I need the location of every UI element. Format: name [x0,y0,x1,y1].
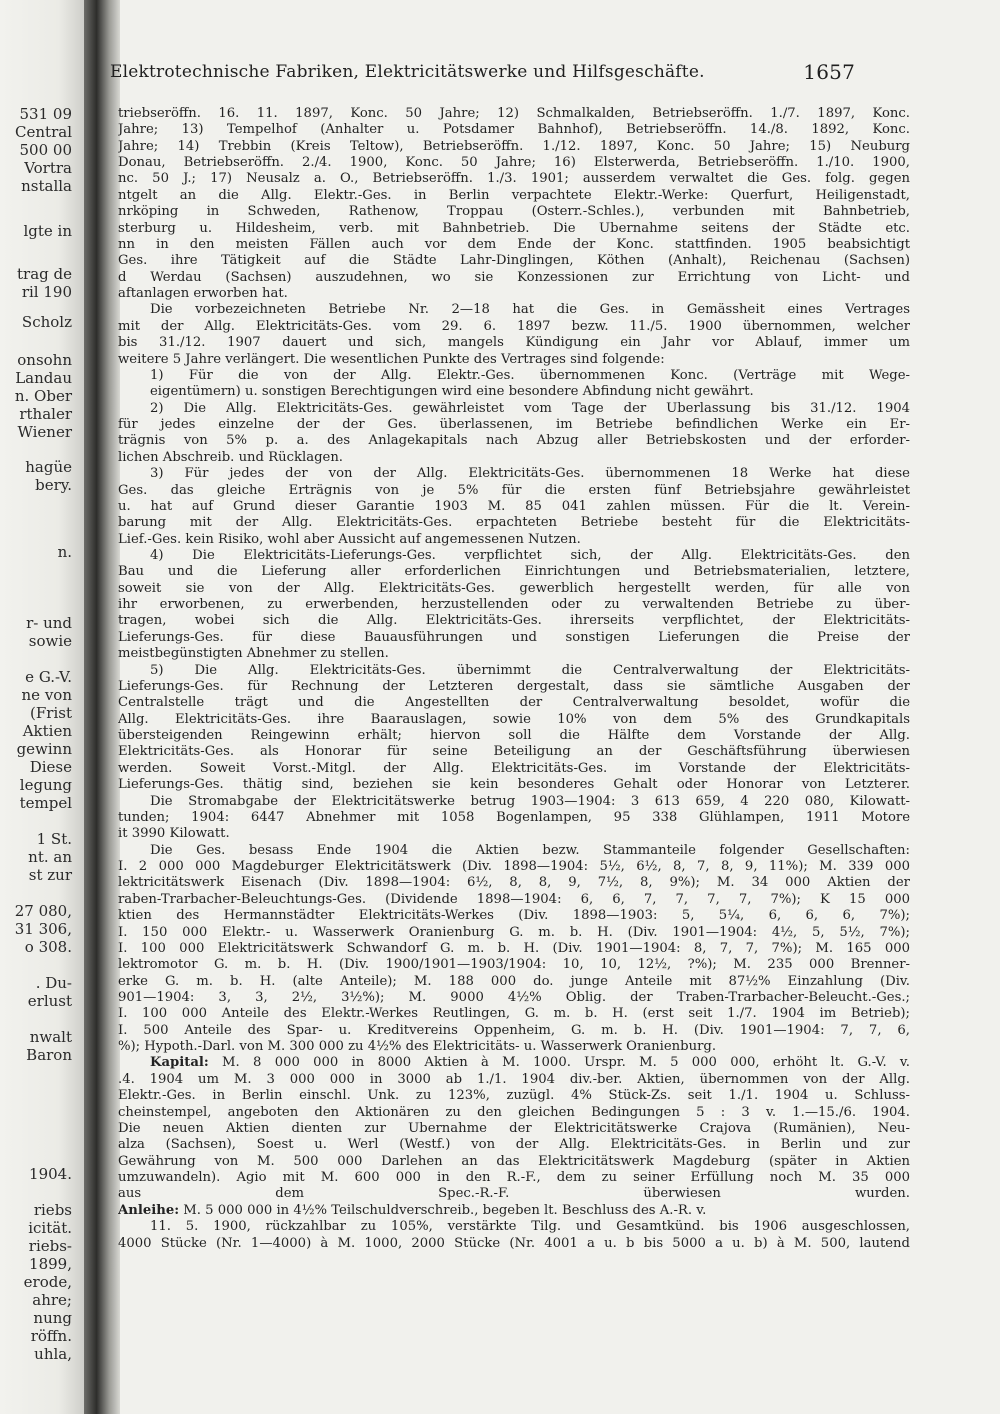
text-line: übersteigenden Reingewinn erhält; hiervon soll die Hälfte dem Vorstande der Allg. [118,728,910,743]
text-line: Die neuen Aktien dienten zur Übernahme der Elektricitätswerke Crajova (Rumänien), Neu- [118,1121,910,1136]
text-line: Jahre; 13) Tempelhof (Anhalter u. Potsdamer Bahnhof), Betriebseröffn. 14./8. 1892, Konc. [118,122,910,137]
text-line: Donau, Betriebseröffn. 2./4. 1900, Konc. 50 Jahre; 16) Elsterwerda, Betriebseröffn. 1./10. 1900, [118,155,910,170]
prev-page-fragment: nwalt [29,1028,72,1046]
prev-page-fragment: uhla, [34,1345,72,1363]
prev-page-fragment: ahre; [32,1291,72,1309]
text-line: Die Stromabgabe der Elektricitätswerke betrug 1903—1904: 3 613 659, 4 220 080, Kilowatt- [150,794,910,809]
text-line: raben-Trarbacher-Beleuchtungs-Ges. (Dividende 1898—1904: 6, 6, 7, 7, 7, 7, 7%); K 15 000 [118,892,910,907]
prev-page-fragment: n. [57,543,72,561]
prev-page-fragment: icität. [28,1219,72,1237]
text-line: ihr erworbenen, zu erwerbenden, herzustellenden oder zu verwaltenden Betriebe zu über- [118,597,910,612]
section-keyword: Anleihe: [118,1203,180,1218]
prev-page-fragment: Landau [15,369,72,387]
text-line: 2) Die Allg. Elektricitäts-Ges. gewährleistet vom Tage der Überlassung bis 31./12. 1904 [150,401,910,416]
text-line: 901—1904: 3, 3, 2½, 3½%); M. 9000 4½% Oblig. der Traben-Trarbacher-Beleucht.-Ges.; [118,990,910,1005]
page-number: 1657 [803,60,855,84]
text-line: 11. 5. 1900, rückzahlbar zu 105%, verstärkte Tilg. und Gesamtkünd. bis 1906 ausgeschlossen, [150,1219,910,1234]
text-line: triebseröffn. 16. 11. 1897, Konc. 50 Jahre; 12) Schmalkalden, Betriebseröffn. 1./7. 1897, Konc. [118,106,910,121]
text-line: bis 31./12. 1907 dauert und sich, mangels Kündigung ein Jahr vor Ablauf, immer um [118,335,910,350]
text-line: tunden; 1904: 6447 Abnehmer mit 1058 Bogenlampen, 95 338 Glühlampen, 1911 Motore [118,810,910,825]
previous-page-margin [0,0,84,1414]
prev-page-fragment: Wiener [17,423,72,441]
text-line: it 3990 Kilowatt. [118,826,230,841]
text-line: I. 2 000 000 Magdeburger Elektricitätswerk (Div. 1898—1904: 5½, 6½, 8, 7, 8, 9, 11%); M. 339 000 [118,859,910,874]
prev-page-fragment: tempel [19,794,72,812]
prev-page-fragment: r- und [26,614,72,632]
prev-page-fragment: erlust [27,992,72,1010]
text-line: alza (Sachsen), Soest u. Werl (Westf.) von der Allg. Elektricitäts-Ges. in Berlin und zur [118,1137,910,1152]
book-gutter [84,0,120,1414]
prev-page-fragment: sowie [28,632,72,650]
prev-page-fragment: st zur [28,866,72,884]
prev-page-fragment: o 308. [24,938,72,956]
prev-page-fragment: 31 306, [14,920,72,938]
prev-page-fragment: 1899, [29,1255,72,1273]
text-line: trägnis von 5% p. a. des Anlagekapitals nach Abzug aller Betriebskosten und der erforder- [118,433,910,448]
text-line: 3) Für jedes der von der Allg. Elektricitäts-Ges. übernommenen 18 Werke hat diese [150,466,910,481]
text-line: I. 100 000 Anteile des Elektr.-Werkes Reutlingen, G. m. b. H. (erst seit 1./7. 1904 im Betrieb); [118,1006,910,1021]
text-line: lichen Abschreib. und Rücklagen. [118,450,343,465]
text-line: Allg. Elektricitäts-Ges. ihre Baarauslagen, sowie 10% von dem 5% des Grundkapitals [118,712,910,727]
text-line: Elektr.-Ges. in Berlin einschl. Unk. zu 123%, zuzügl. 4% Stück-Zs. seit 1./1. 1904 u. Schluss- [118,1088,910,1103]
prev-page-fragment: legung [19,776,72,794]
prev-page-fragment: rthaler [19,405,72,423]
text-line: aus dem Spec.-R.-F. überwiesen wurden. [118,1186,910,1201]
text-line: Jahre; 14) Trebbin (Kreis Teltow), Betriebseröffn. 1./12. 1897, Konc. 50 Jahre; 15) Neuburg [118,139,910,154]
prev-page-fragment: hagüe [25,458,72,476]
text-line: Die vorbezeichneten Betriebe Nr. 2—18 hat die Ges. in Gemässheit eines Vertrages [150,302,910,317]
text-line: tragen, wobei sich die Allg. Elektricitäts-Ges. ihrerseits verpflichtet, der Elektricitäts- [118,613,910,628]
text-line: Lieferungs-Ges. für Rechnung der Letzteren dergestalt, dass sie sämtliche Ausgaben der [118,679,910,694]
prev-page-fragment: Scholz [21,313,72,331]
prev-page-fragment: 531 09 [19,105,72,123]
section-keyword: Kapital: [150,1055,209,1070]
prev-page-fragment: röffn. [30,1327,72,1345]
text-line: Ges. ihre Tätigkeit auf die Städte Lahr-Dinglingen, Köthen (Anhalt), Reichenau (Sachsen) [118,253,910,268]
text-line: lektromotor G. m. b. H. (Div. 1900/1901—1903/1904: 10, 10, 12½, ?%); M. 235 000 Brenner- [118,957,910,972]
prev-page-fragment: riebs [33,1201,72,1219]
text-line: u. hat auf Grund dieser Garantie 1903 M. 85 041 zahlen müssen. Für die lt. Verein- [118,499,910,514]
text-line: Lieferungs-Ges. thätig sind, beziehen sie kein besonderes Gehalt oder Honorar von Letzterer. [118,777,910,792]
prev-page-fragment: Aktien [22,722,72,740]
prev-page-fragment: n. Ober [14,387,72,405]
prev-page-fragment: Baron [26,1046,72,1064]
prev-page-fragment: trag de [17,265,72,283]
text-line: eigentümern) u. sonstigen Berechtigungen wird eine besondere Abfindung nicht gewährt. [150,384,754,399]
prev-page-fragment: lgte in [23,222,72,240]
text-line: mit der Allg. Elektricitäts-Ges. vom 29. 6. 1897 bezw. 11./5. 1900 übernommen, welcher [118,319,910,334]
text-line: aftanlagen erworben hat. [118,286,288,301]
prev-page-fragment: 1904. [29,1165,72,1183]
text-line: Anleihe: M. 5 000 000 in 4½% Teilschuldverschreib., begeben lt. Beschluss des A.-R. v. [118,1203,707,1218]
text-line: 5) Die Allg. Elektricitäts-Ges. übernimmt die Centralverwaltung der Elektricitäts- [150,663,910,678]
text-line: 4) Die Elektricitäts-Lieferungs-Ges. verpflichtet sich, der Allg. Elektricitäts-Ges. den [150,548,910,563]
prev-page-fragment: 1 St. [36,830,72,848]
text-line: .4. 1904 um M. 3 000 000 in 3000 ab 1./1. 1904 div.-ber. Aktien, übernommen von der Allg. [118,1072,910,1087]
text-line: lektricitätswerk Eisenach (Div. 1898—1904: 6½, 8, 8, 9, 7½, 8, 9%); M. 34 000 Aktien der [118,875,910,890]
text-line: für jedes einzelne der der Ges. überlassenen, im Betriebe befindlichen Werke ein Er- [118,417,910,432]
text-line: I. 100 000 Elektricitätswerk Schwandorf G. m. b. H. (Div. 1901—1904: 8, 7, 7, 7%); M. 165 000 [118,941,910,956]
text-line: cheinstempel, angeboten den Aktionären zu den gleichen Bedingungen 5 : 3 v. 1.—15./6. 1904. [118,1105,910,1120]
prev-page-fragment: ril 190 [21,283,72,301]
prev-page-fragment: Vortra [24,159,72,177]
prev-page-fragment: ne von [21,686,72,704]
text-line: 4000 Stücke (Nr. 1—4000) à M. 1000, 2000 Stücke (Nr. 4001 a u. b bis 5000 a u. b) à M. 500, lautend [118,1236,910,1251]
text-line: nn in den meisten Fällen auch vor dem Ende der Konc. stattfinden. 1905 beabsichtigt [118,237,910,252]
text-line: soweit sie von der Allg. Elektricitäts-Ges. gewerblich hergestellt werden, für alle von [118,581,910,596]
text-line: barung mit der Allg. Elektricitäts-Ges. erpachteten Betriebe besteht für die Elektricitäts- [118,515,910,530]
prev-page-fragment: bery. [35,476,72,494]
text-line: ktien des Hermannstädter Elektricitäts-Werkes (Div. 1898—1903: 5, 5¼, 6, 6, 6, 7%); [118,908,910,923]
text-line: Lief.-Ges. kein Risiko, wohl aber Aussicht auf angemessenen Nutzen. [118,532,581,547]
prev-page-fragment: . Du- [35,974,72,992]
text-line: sterburg u. Hildesheim, verb. mit Bahnbetrieb. Die Übernahme seitens der Städte etc. [118,221,910,236]
text-line: werden. Soweit Vorst.-Mitgl. der Allg. Elektricitäts-Ges. im Vorstande der Elektricitäts- [118,761,910,776]
text-line: Lieferungs-Ges. für diese Bauausführungen und sonstigen Lieferungen die Preise der [118,630,910,645]
text-line: I. 500 Anteile des Spar- u. Kreditvereins Oppenheim, G. m. b. H. (Div. 1901—1904: 7, 7, 6, [118,1023,910,1038]
prev-page-fragment: riebs- [28,1237,72,1255]
prev-page-fragment: 27 080, [14,902,72,920]
text-line: 1) Für die von der Allg. Elektr.-Ges. übernommenen Konc. (Verträge mit Wege- [150,368,910,383]
running-header [110,62,855,86]
text-line: Die Ges. besass Ende 1904 die Aktien bezw. Stammanteile folgender Gesellschaften: [150,843,910,858]
prev-page-fragment: gewinn [16,740,72,758]
prev-page-fragment: (Frist [30,704,72,722]
prev-page-fragment: nstalla [21,177,72,195]
prev-page-fragment: Central [15,123,72,141]
header-title: Elektrotechnische Fabriken, Elektricitätswerke und Hilfsgeschäfte. [110,62,705,82]
prev-page-fragment: nt. an [28,848,72,866]
text-line: erke G. m. b. H. (alte Anteile); M. 188 000 do. junge Anteile mit 87½% Einzahlung (Div. [118,974,910,989]
text-line: weitere 5 Jahre verlängert. Die wesentlichen Punkte des Vertrages sind folgende: [118,352,665,367]
text-line: I. 150 000 Elektr.- u. Wasserwerk Oranienburg G. m. b. H. (Div. 1901—1904: 4½, 5, 5½, 7%); [118,925,910,940]
text-line: meistbegünstigten Abnehmer zu stellen. [118,646,389,661]
prev-page-fragment: 500 00 [19,141,72,159]
text-line: Centralstelle trägt und die Angestellten der Centralverwaltung besoldet, wofür die [118,695,910,710]
prev-page-fragment: onsohn [17,351,72,369]
prev-page-fragment: nung [33,1309,72,1327]
text-line: nrköping in Schweden, Rathenow, Troppau (Österr.-Schles.), verbunden mit Bahnbetrieb, [118,204,910,219]
text-line: ntgelt an die Allg. Elektr.-Ges. in Berlin verpachtete Elektr.-Werke: Querfurt, Heiligenstadt, [118,188,910,203]
prev-page-fragment: Diese [29,758,72,776]
prev-page-fragment: erode, [23,1273,72,1291]
text-line: d Werdau (Sachsen) auszudehnen, wo sie Konzessionen zur Errichtung von Licht- und [118,270,910,285]
text-line: %); Hypoth.-Darl. von M. 300 000 zu 4½% des Elektricitäts- u. Wasserwerk Oranienburg. [118,1039,717,1054]
text-line: umzuwandeln). Agio mit M. 600 000 in den R.-F., dem zu seiner Erfüllung noch M. 35 000 [118,1170,910,1185]
text-line: Ges. das gleiche Erträgnis von je 5% für die ersten fünf Betriebsjahre gewährleistet [118,483,910,498]
prev-page-fragment: e G.-V. [25,668,72,686]
text-line: Bau und die Lieferung aller erforderlichen Einrichtungen und Betriebsmaterialien, letztere, [118,564,910,579]
text-line: Elektricitäts-Ges. als Honorar für seine Beteiligung an der Geschäftsführung überwiesen [118,744,910,759]
text-line: Gewährung von M. 500 000 Darlehen an das Elektricitätswerk Magdeburg (später in Aktien [118,1154,910,1169]
text-line: Kapital: M. 8 000 000 in 8000 Aktien à M. 1000. Urspr. M. 5 000 000, erhöht lt. G.-V. v. [150,1055,910,1070]
text-line: nc. 50 J.; 17) Neusalz a. O., Betriebseröffn. 1./3. 1901; ausserdem verwaltet die Ges. folg. gegen [118,171,910,186]
